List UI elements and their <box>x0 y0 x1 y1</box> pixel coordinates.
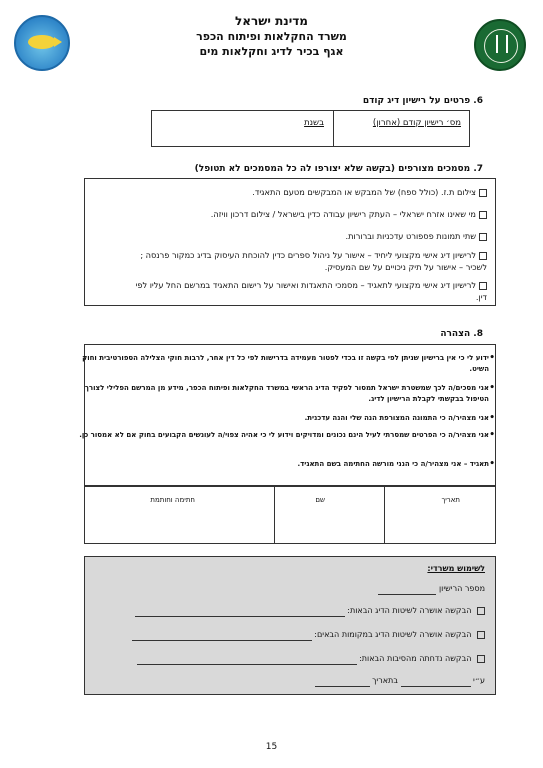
checkbox[interactable] <box>479 189 487 197</box>
license-number-field[interactable] <box>378 594 436 595</box>
name-label: שם <box>315 496 325 504</box>
document-item[interactable]: לרישיון דיג אישי מקצועי ליחיד – אישור על ניהול ספרים כדין להוכחת העיסוק בדיג כמקור פרנסה ; לשכיר – אישור על תיק ניכויים על שם המעסיק. <box>140 250 487 272</box>
approved-by-row: ע״י בתאריך <box>315 675 485 687</box>
checkbox[interactable] <box>477 607 485 615</box>
declaration-box <box>79 344 496 486</box>
rejected-row: הבקשה נדחתה מהסיבות הבאות: <box>137 653 485 665</box>
declaration-item: • אני מצהיר/ה כי הפרטים שמסרתי לעיל הינם נכונים ומדויקים וידוע לי כי אהיה צפוי/ה לעונשים הקבועים בחוק אם לא אמסור כן. <box>79 430 489 441</box>
section6-title: 6. פרטים על רישיון דיג קודם <box>362 96 483 106</box>
declaration-item: • אני מצהיר/ה כי התמונה המצורפת הנה שלי והנה עדכנית. <box>79 413 489 424</box>
checkbox[interactable] <box>479 211 487 219</box>
signature-label: חתימה וחותמת <box>150 496 195 504</box>
page-number: 15 <box>265 742 278 752</box>
approved-by-field[interactable] <box>401 686 471 687</box>
declaration-item: • תאגיד – אני מצהיר/ה כי הנני מורשה החתימה בשם התאגיד. <box>79 459 489 470</box>
date-field[interactable] <box>385 487 495 543</box>
section7-title: 7. מסמכים מצורפים (בקשה שלא יצורפו לה כל המסמכים לא תטופל) <box>194 164 483 174</box>
previous-license-label: מס׳ רישיון קודם (אחרון) <box>372 118 461 128</box>
approval-date-field[interactable] <box>315 686 370 687</box>
approved-methods-row: הבקשה אושרה לשיטות הדיג הבאות: <box>135 605 485 617</box>
document-item[interactable]: מי שאינו אזרח ישראלי – העתק רישיון עבודה כדין בישראל / צילום דרכון וויזה. <box>122 208 487 220</box>
document-item[interactable]: לרישיון דיג אישי מקצועי לתאגיד – מסמכי התאגדות ואישור על רישום התאגיד במרשם החל עליו לפי דין. <box>135 280 487 302</box>
document-item[interactable]: צילום ת.ז. (כולל ספח) של המבקש או המבקשים מטעם התאגיד. <box>122 186 487 198</box>
attached-documents-box <box>84 178 496 306</box>
declaration-item: • ידוע לי כי אין ברישיון שניתן לפי בקשה זו בכדי לפטור מעמידה בדרישות לפי כל דין אחר, לרבות חוקי הצלילה הספורטיבית וחוק השיט. <box>79 353 489 375</box>
checkbox[interactable] <box>477 655 485 663</box>
declaration-item: • אני מסכים/ה לכך שמשטרת ישראל תמסור לפקיד הדיג הראשי במשרד החקלאות ופיתוח הכפר, מידע מן המרשם הפלילי לצורך הטיפול בבקשתי לקבלת הרישיון לדיג. <box>79 383 489 405</box>
name-field[interactable] <box>275 487 384 543</box>
previous-license-box <box>151 110 470 147</box>
signature-field[interactable] <box>85 487 274 543</box>
checkbox[interactable] <box>479 233 487 241</box>
rejection-reasons-field[interactable] <box>137 664 357 665</box>
date-label: תאריך <box>441 496 460 504</box>
document-header <box>0 14 543 59</box>
license-number-row: מספר הרישיון <box>378 583 485 595</box>
office-use-title: לשימוש משרדי: <box>427 564 485 573</box>
approved-locations-field[interactable] <box>132 640 312 641</box>
checkbox[interactable] <box>479 282 487 290</box>
approved-locations-row: הבקשה אושרה לשיטות הדיג במקומות הבאים: <box>132 629 485 641</box>
approved-methods-field[interactable] <box>135 616 345 617</box>
office-use-box <box>84 556 496 695</box>
section8-title: 8. הצהרה <box>440 329 483 339</box>
header-ministry: משרד החקלאות ופיתוח הכפר <box>196 30 347 43</box>
document-item[interactable]: שתי תמונות פספורט עדכניות וברורות. <box>122 230 487 242</box>
checkbox[interactable] <box>477 631 485 639</box>
previous-year-label: בשנת <box>304 118 324 128</box>
checkbox[interactable] <box>479 252 487 260</box>
header-department: אגף בכיר לדיג וחקלאות מים <box>199 45 344 58</box>
header-state: מדינת ישראל <box>235 14 308 28</box>
signature-table <box>84 486 496 544</box>
